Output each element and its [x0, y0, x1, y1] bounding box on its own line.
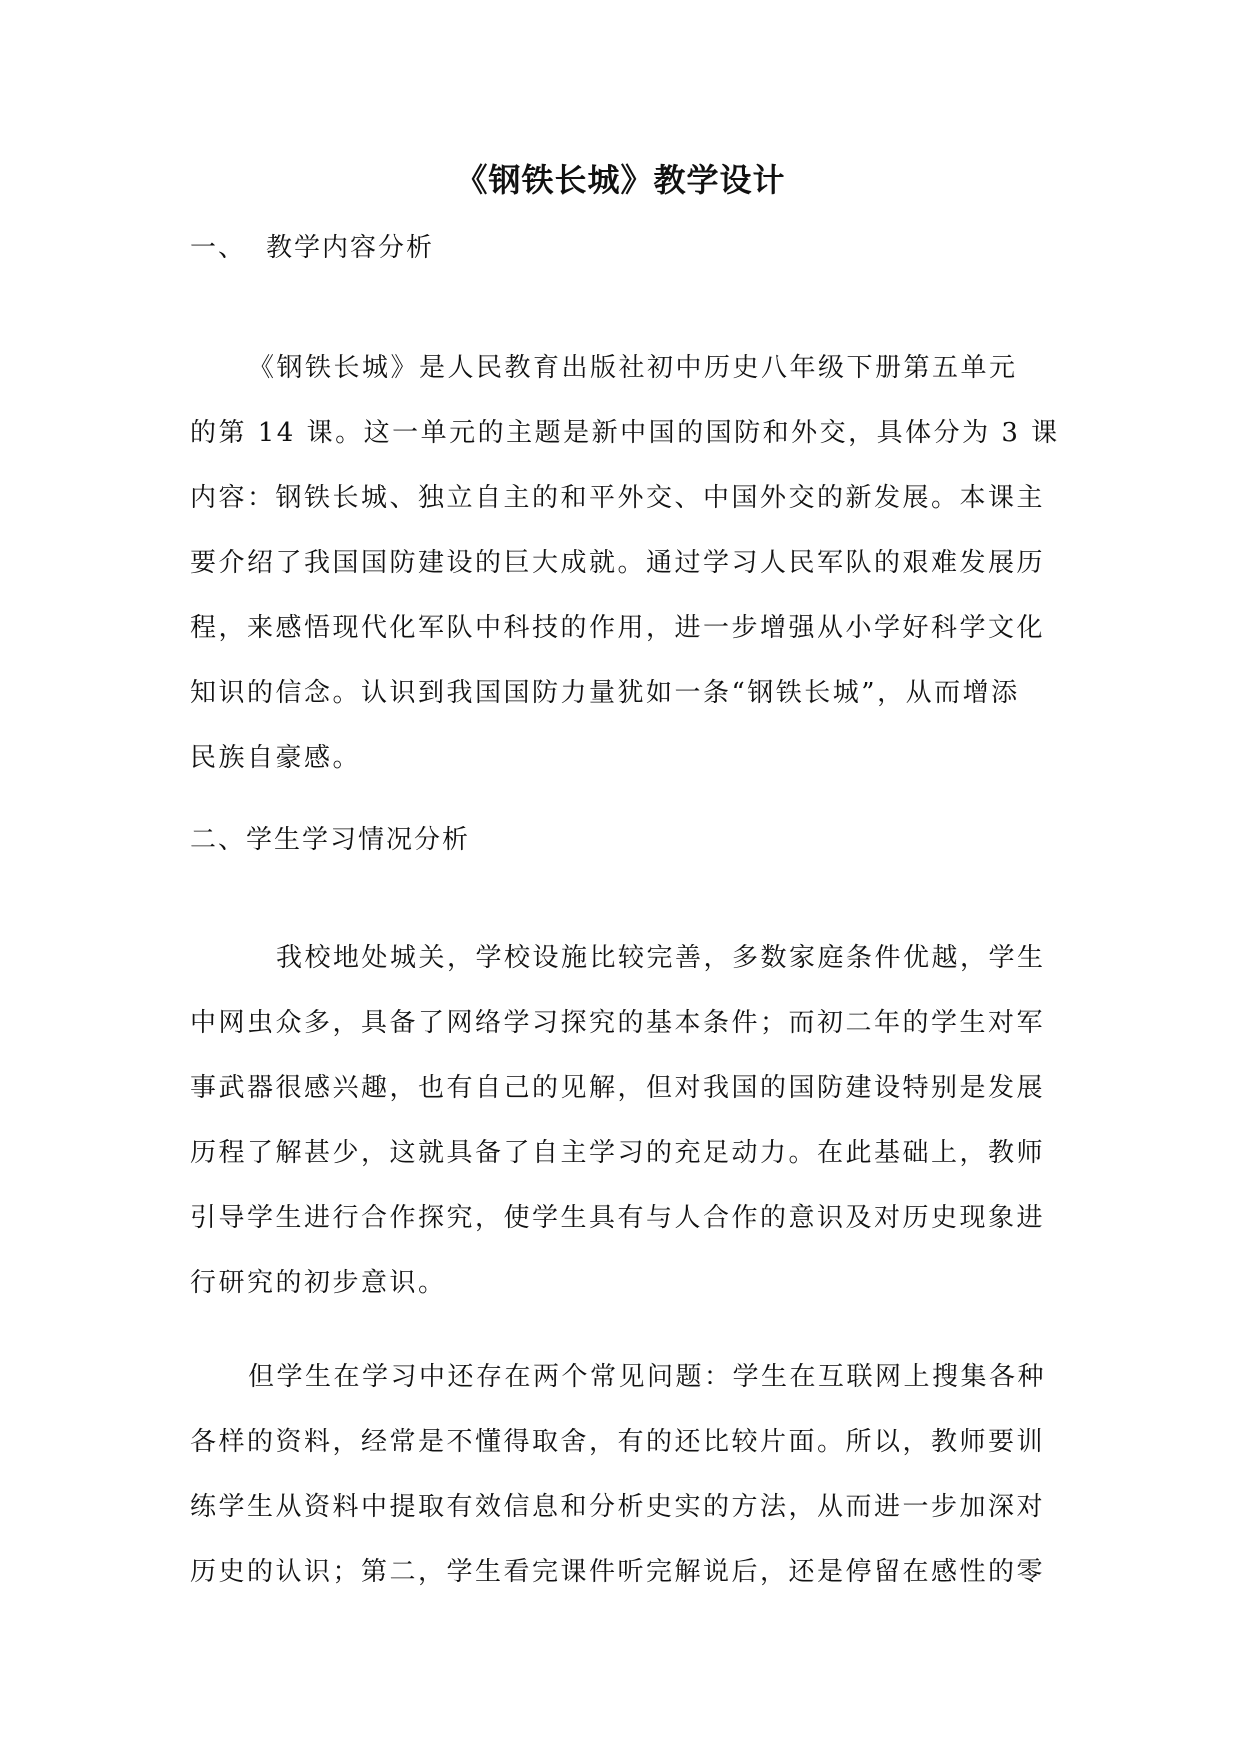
paragraph-student-analysis-2 [190, 1345, 1058, 1605]
paragraph-line: 要介绍了我国国防建设的巨大成就。通过学习人民军队的艰难发展历 [190, 548, 1046, 578]
paragraph-line: 程，来感悟现代化军队中科技的作用，进一步增强从小学好科学文化 [190, 613, 1046, 643]
paragraph-line: 历史的认识；第二，学生看完课件听完解说后，还是停留在感性的零 [190, 1557, 1046, 1587]
paragraph-student-analysis-1 [190, 926, 1058, 1316]
paragraph-line: 我校地处城关，学校设施比较完善，多数家庭条件优越，学生 [276, 943, 1046, 973]
section-number: 一、 [190, 233, 247, 263]
paragraph-line: 但学生在学习中还存在两个常见问题：学生在互联网上搜集各种 [248, 1362, 1047, 1392]
paragraph-line: 行研究的初步意识。 [190, 1268, 447, 1298]
paragraph-line: 练学生从资料中提取有效信息和分析史实的方法，从而进一步加深对 [190, 1492, 1046, 1522]
paragraph-line: 历程了解甚少，这就具备了自主学习的充足动力。在此基础上，教师 [190, 1138, 1046, 1168]
paragraph-line: 引导学生进行合作探究，使学生具有与人合作的意识及对历史现象进 [190, 1203, 1046, 1233]
paragraph-content-analysis [190, 336, 1058, 791]
paragraph-line: 中网虫众多，具备了网络学习探究的基本条件；而初二年的学生对军 [190, 1008, 1046, 1038]
paragraph-line: 内容：钢铁长城、独立自主的和平外交、中国外交的新发展。本课主 [190, 483, 1046, 513]
section-heading-text: 教学内容分析 [266, 233, 435, 263]
section-heading-content-analysis [190, 230, 434, 266]
paragraph-line: 各样的资料，经常是不懂得取舍，有的还比较片面。所以，教师要训 [190, 1427, 1046, 1457]
paragraph-line: 的第 14 课。这一单元的主题是新中国的国防和外交，具体分为 3 课 [190, 418, 1060, 448]
paragraph-line: 知识的信念。认识到我国国防力量犹如一条“钢铁长城”，从而增添 [190, 678, 1020, 708]
document-title: 《钢铁长城》教学设计 [455, 161, 786, 199]
paragraph-line: 《钢铁长城》是人民教育出版社初中历史八年级下册第五单元 [248, 353, 1018, 383]
paragraph-line: 事武器很感兴趣，也有自己的见解，但对我国的国防建设特别是发展 [190, 1073, 1046, 1103]
paragraph-line: 民族自豪感。 [190, 743, 362, 773]
section-heading-student-analysis: 二、学生学习情况分析 [190, 825, 471, 855]
